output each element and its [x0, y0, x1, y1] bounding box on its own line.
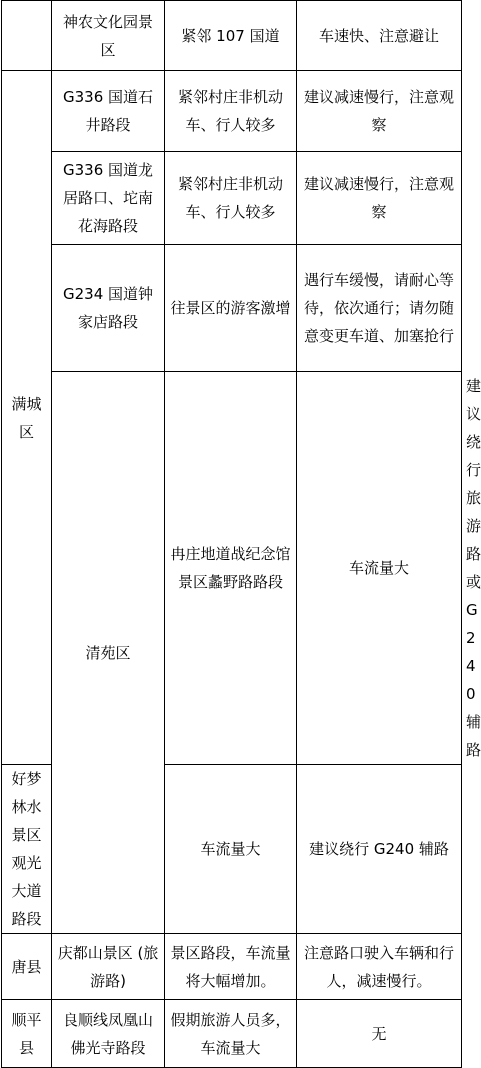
table-row [2, 1000, 462, 1068]
cause-cell: 紧邻村庄非机动车、行人较多 [165, 71, 297, 152]
advice-cell: 注意路口驶入车辆和行人，减速慢行。 [297, 934, 462, 1000]
table-row [2, 245, 462, 372]
table-row: 清苑区 冉庄地道战纪念馆景区蠡野路路段 车流量大 建议绕行旅游路或 G240 辅路 [2, 372, 462, 765]
cause-cell: 紧邻 107 国道 [165, 1, 297, 71]
location-cell: G234 国道钟家店路段 [52, 245, 165, 372]
region-cell: 顺平县 [2, 1000, 52, 1068]
region-cell: 满城区 [2, 71, 52, 765]
region-cell: 清苑区 [52, 372, 165, 934]
location-cell: 神农文化园景区 [52, 1, 165, 71]
table-row [2, 71, 462, 152]
advice-cell: 无 [297, 1000, 462, 1068]
region-cell [2, 1, 52, 71]
location-cell: G336 国道龙居路口、坨南花海路段 [52, 152, 165, 245]
table-row [2, 934, 462, 1000]
table-row [2, 1, 462, 71]
advice-cell: 建议减速慢行，注意观察 [297, 152, 462, 245]
advice-cell: 遇行车缓慢，请耐心等待，依次通行；请勿随意变更车道、加塞抢行 [297, 245, 462, 372]
cause-cell: 景区路段，车流量将大幅增加。 [165, 934, 297, 1000]
location-cell: 良顺线凤凰山佛光寺路段 [52, 1000, 165, 1068]
cause-cell: 紧邻村庄非机动车、行人较多 [165, 152, 297, 245]
traffic-advisory-table [1, 0, 481, 1068]
advice-cell: 车速快、注意避让 [297, 1, 462, 71]
location-cell: 冉庄地道战纪念馆景区蠡野路路段 [165, 372, 297, 765]
cause-cell: 车流量大 [297, 372, 462, 765]
cause-cell: 往景区的游客激增 [165, 245, 297, 372]
advice-cell: 建议减速慢行，注意观察 [297, 71, 462, 152]
location-cell: G336 国道石井路段 [52, 71, 165, 152]
cause-cell: 车流量大 [165, 765, 297, 934]
cause-cell: 假期旅游人员多，车流量大 [165, 1000, 297, 1068]
location-cell: 庆都山景区 (旅游路) [52, 934, 165, 1000]
location-cell: 好梦林水景区观光大道路段 [2, 765, 52, 934]
region-cell: 唐县 [2, 934, 52, 1000]
advice-cell: 建议绕行 G240 辅路 [297, 765, 462, 934]
table-row [2, 152, 462, 245]
